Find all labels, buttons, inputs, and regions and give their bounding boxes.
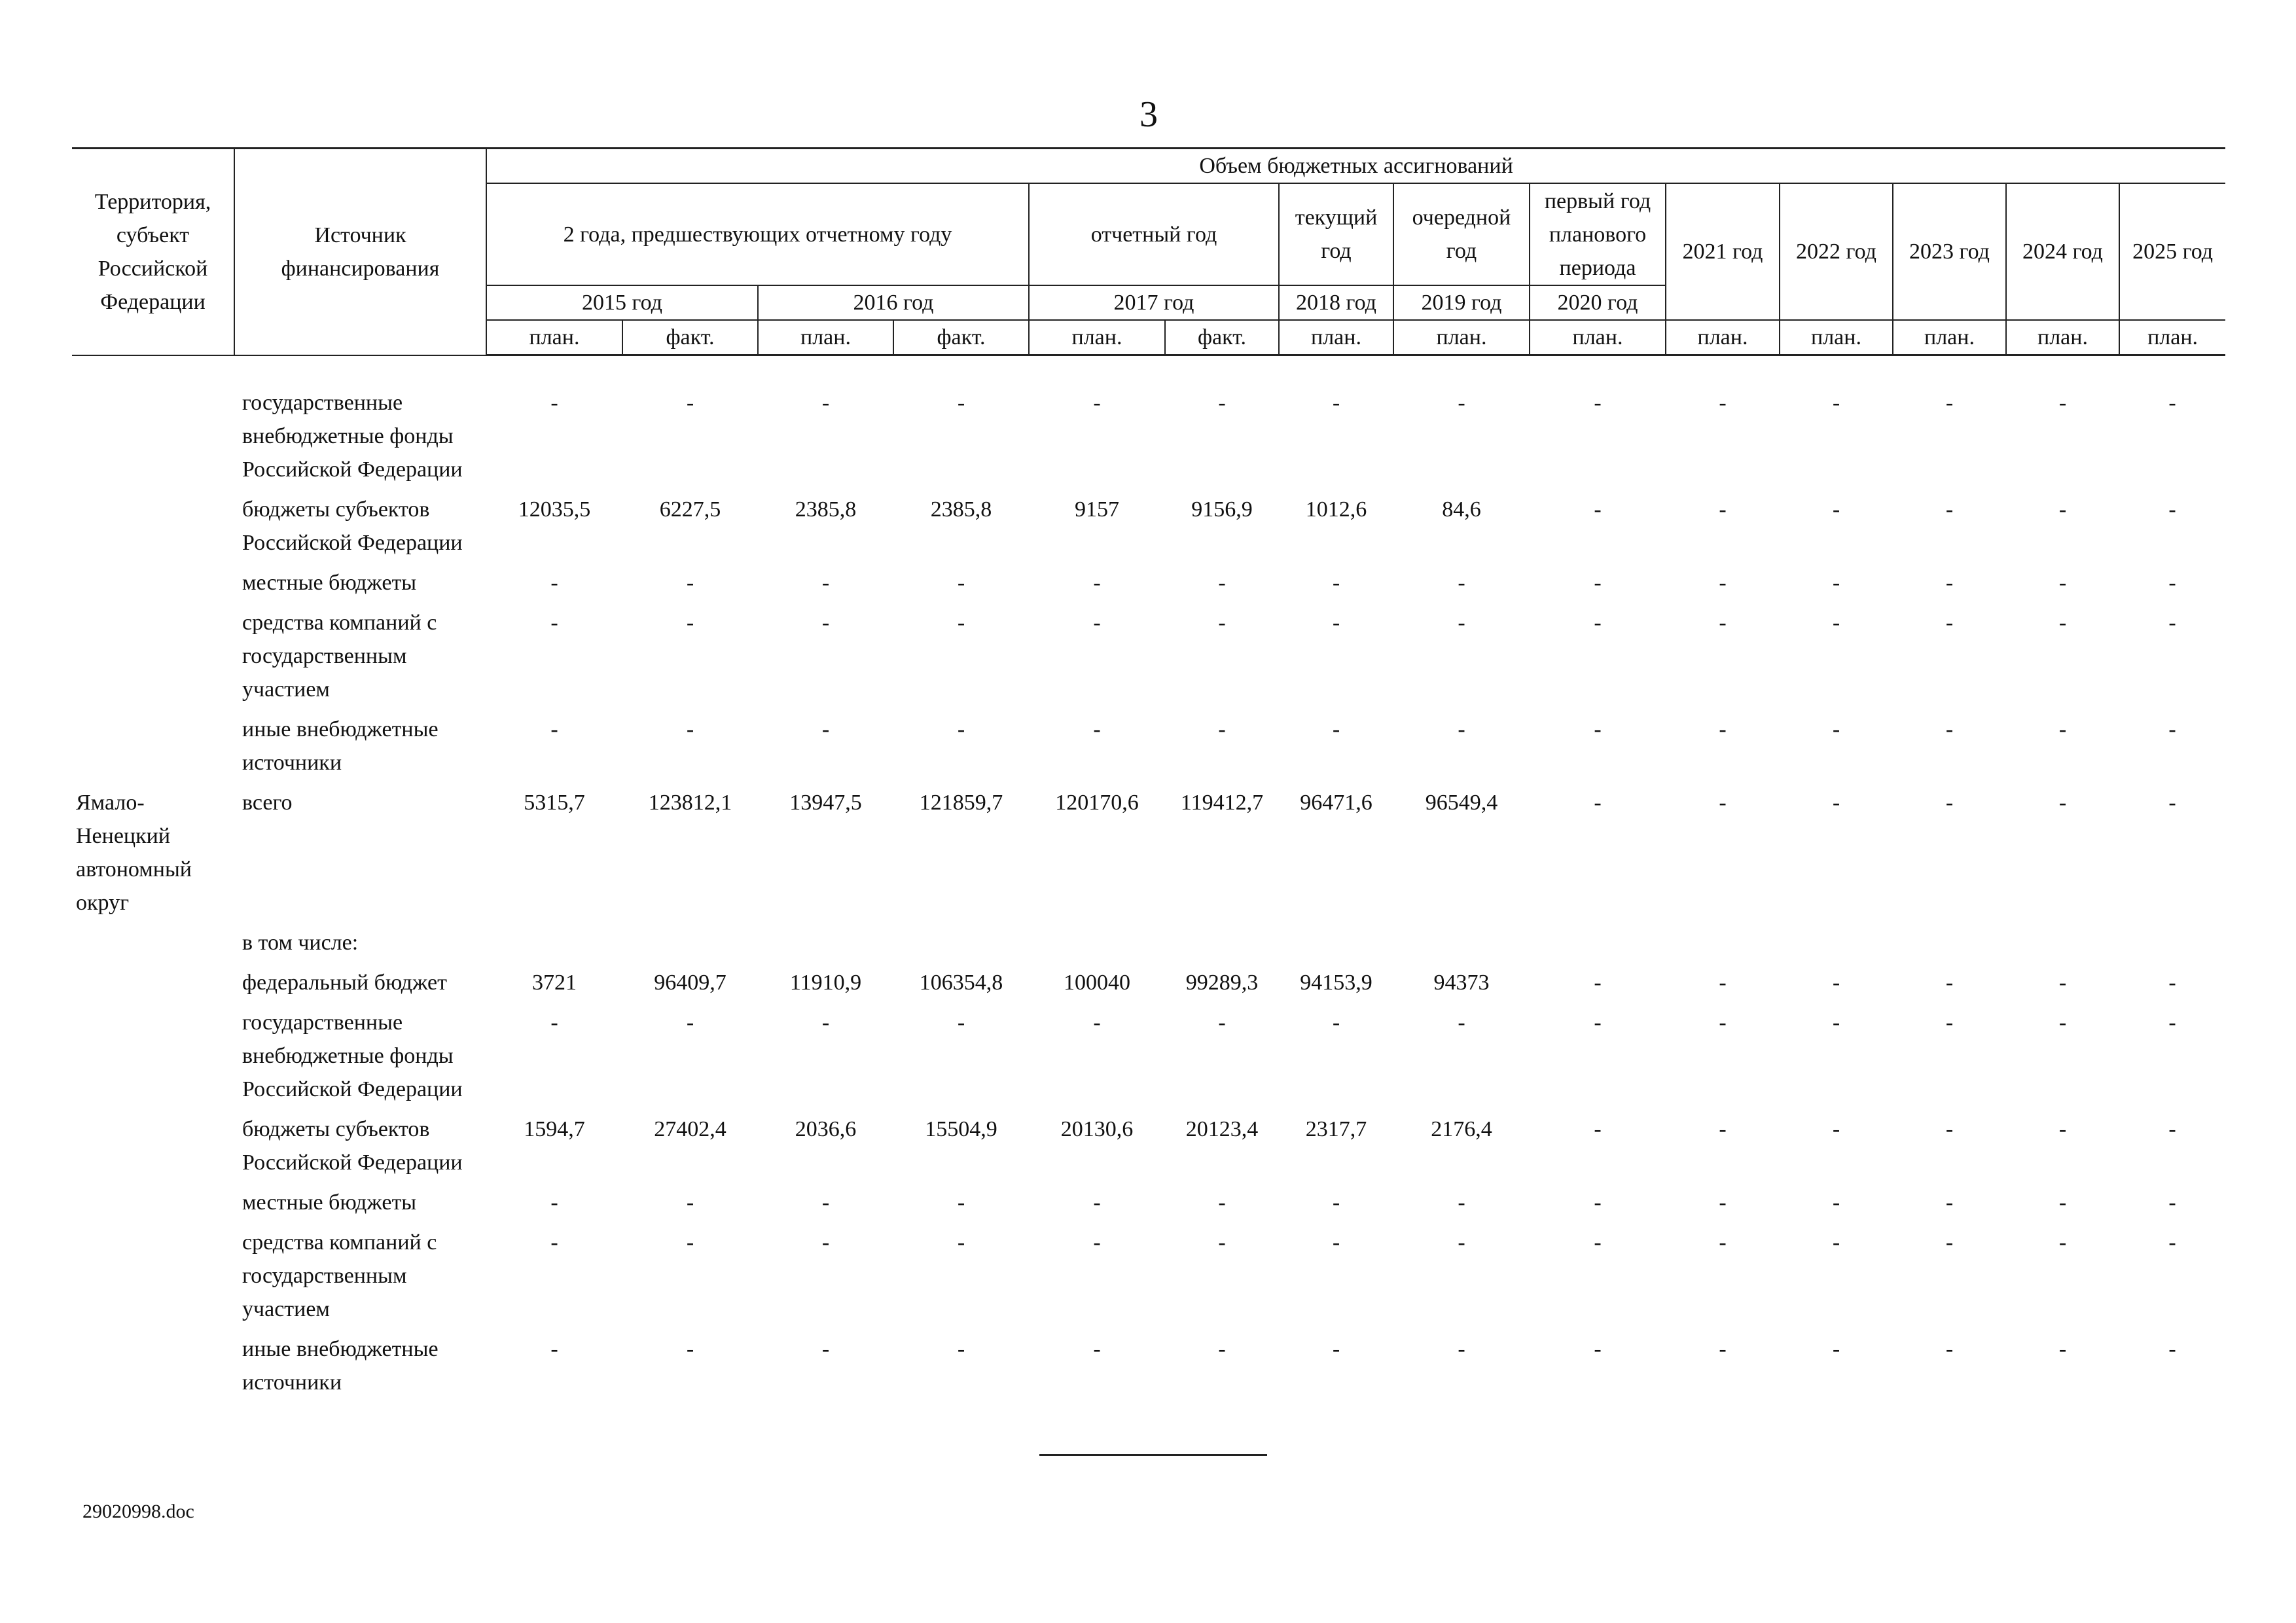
header-two-years: 2 года, предшествующих отчетному году (486, 183, 1029, 285)
value-cell: 11910,9 (789, 971, 862, 995)
value-cell: 99289,3 (1185, 971, 1259, 995)
value-cell: - (1093, 1190, 1101, 1215)
value-cell: - (1945, 611, 1954, 635)
value-cell: - (1594, 1230, 1602, 1255)
value-cell: - (550, 611, 558, 635)
value-cell: - (2058, 1010, 2067, 1035)
value-cell (1780, 926, 1893, 966)
value-cell: - (957, 1230, 965, 1255)
value-cell: 5315,7 (524, 791, 585, 815)
source-cell: иные внебюджетные источники (242, 1337, 439, 1395)
territory-cell (72, 1113, 234, 1186)
table-row (72, 606, 2225, 713)
value-cell: - (686, 1010, 694, 1035)
header-next-year: очередной год (1393, 183, 1530, 285)
value-cell: - (1594, 571, 1602, 595)
value-cell: 1012,6 (1305, 497, 1367, 522)
value-cell: - (1719, 717, 1727, 741)
value-cell (2119, 926, 2225, 966)
header-plan: план. (758, 320, 893, 355)
value-cell: - (686, 1190, 694, 1215)
value-cell: - (686, 717, 694, 741)
value-cell: 119412,7 (1180, 791, 1264, 815)
source-cell: бюджеты субъектов Российской Федерации (242, 497, 463, 555)
table-row (72, 926, 2225, 966)
value-cell: - (2168, 1010, 2176, 1035)
header-plan: план. (1029, 320, 1165, 355)
value-cell: - (1458, 1230, 1465, 1255)
header-2021: 2021 год (1666, 183, 1780, 320)
value-cell: - (1832, 571, 1840, 595)
territory-cell (72, 566, 234, 606)
value-cell: - (550, 571, 558, 595)
page-number: 3 (1139, 94, 1158, 135)
value-cell: - (1719, 1230, 1727, 1255)
territory-cell (72, 493, 234, 566)
header-first-planning-year: первый год планового периода (1530, 183, 1666, 285)
value-cell: - (2168, 971, 2176, 995)
value-cell: - (1832, 1190, 1840, 1215)
document-code: 29020998.doc (82, 1501, 194, 1522)
value-cell: 96549,4 (1425, 791, 1498, 815)
value-cell: - (821, 717, 830, 741)
value-cell: - (821, 1337, 830, 1361)
value-cell: - (821, 571, 830, 595)
value-cell: - (1832, 971, 1840, 995)
value-cell: - (1719, 391, 1727, 415)
value-cell: - (2058, 791, 2067, 815)
value-cell: - (1832, 1230, 1840, 1255)
value-cell: - (2168, 497, 2176, 522)
value-cell: 2036,6 (795, 1117, 857, 1141)
value-cell: - (686, 1230, 694, 1255)
table-row (72, 566, 2225, 606)
value-cell: 2385,8 (930, 497, 992, 522)
value-cell: - (1332, 1337, 1340, 1361)
value-cell: - (957, 611, 965, 635)
value-cell: - (1458, 1337, 1465, 1361)
value-cell: - (1093, 391, 1101, 415)
territory-cell (72, 1332, 234, 1406)
value-cell (486, 926, 622, 966)
value-cell (893, 926, 1029, 966)
value-cell (1165, 926, 1279, 966)
value-cell: - (1093, 1010, 1101, 1035)
value-cell: - (1332, 1230, 1340, 1255)
value-cell: - (1594, 497, 1602, 522)
value-cell: - (2058, 391, 2067, 415)
value-cell: - (1719, 1010, 1727, 1035)
value-cell (1029, 926, 1165, 966)
header-2025: 2025 год (2119, 183, 2225, 320)
value-cell: 2176,4 (1431, 1117, 1492, 1141)
header-plan: план. (2006, 320, 2119, 355)
header-plan: план. (2119, 320, 2225, 355)
value-cell: - (1218, 1230, 1226, 1255)
value-cell: - (1945, 1337, 1954, 1361)
table-row (72, 1332, 2225, 1406)
value-cell: - (957, 391, 965, 415)
value-cell: - (957, 1190, 965, 1215)
value-cell: - (1594, 391, 1602, 415)
value-cell (1666, 926, 1780, 966)
value-cell: - (1832, 391, 1840, 415)
value-cell: - (1594, 1010, 1602, 1035)
value-cell: - (1832, 1117, 1840, 1141)
value-cell: 6227,5 (659, 497, 721, 522)
value-cell: 9156,9 (1191, 497, 1253, 522)
value-cell: 2385,8 (795, 497, 857, 522)
value-cell: - (1332, 1190, 1340, 1215)
value-cell: 27402,4 (654, 1117, 726, 1141)
value-cell: 96471,6 (1300, 791, 1372, 815)
header-plan: план. (1893, 320, 2006, 355)
territory-cell (72, 926, 234, 966)
value-cell (1530, 926, 1666, 966)
value-cell: - (821, 1230, 830, 1255)
value-cell: 84,6 (1442, 497, 1481, 522)
territory-cell (72, 713, 234, 786)
header-current-year: текущий год (1279, 183, 1393, 285)
value-cell: - (1594, 717, 1602, 741)
value-cell: - (1218, 391, 1226, 415)
source-cell: бюджеты субъектов Российской Федерации (242, 1117, 463, 1175)
value-cell: - (1719, 497, 1727, 522)
table-row (72, 493, 2225, 566)
table-row (72, 1226, 2225, 1332)
value-cell: - (1093, 571, 1101, 595)
value-cell: - (1719, 1337, 1727, 1361)
source-cell: в том числе: (242, 931, 359, 955)
value-cell: - (1594, 611, 1602, 635)
value-cell: - (1945, 391, 1954, 415)
source-cell: средства компаний с государственным участием (242, 1230, 437, 1321)
value-cell: - (1218, 717, 1226, 741)
header-plan: план. (1393, 320, 1530, 355)
value-cell: - (1945, 791, 1954, 815)
territory-cell (72, 606, 234, 713)
header-2016: 2016 год (758, 285, 1029, 320)
table-row (72, 966, 2225, 1006)
value-cell: 123812,1 (648, 791, 732, 815)
value-cell: 94153,9 (1300, 971, 1372, 995)
value-cell: - (550, 1337, 558, 1361)
value-cell: - (2058, 971, 2067, 995)
value-cell: - (1719, 1190, 1727, 1215)
value-cell: - (1218, 1337, 1226, 1361)
value-cell: - (1594, 1117, 1602, 1141)
value-cell: - (1832, 717, 1840, 741)
value-cell: - (1458, 1010, 1465, 1035)
header-2022: 2022 год (1780, 183, 1893, 320)
value-cell: - (1719, 611, 1727, 635)
value-cell: - (1458, 391, 1465, 415)
separator-line (1039, 1454, 1267, 1456)
header-2015: 2015 год (486, 285, 758, 320)
header-territory: Территория, субъект Российской Федерации (72, 149, 234, 355)
value-cell: 20123,4 (1185, 1117, 1259, 1141)
value-cell: - (2058, 1190, 2067, 1215)
value-cell: - (1458, 1190, 1465, 1215)
value-cell: 1594,7 (524, 1117, 585, 1141)
value-cell: 100040 (1064, 971, 1130, 995)
header-2017: 2017 год (1029, 285, 1279, 320)
value-cell: - (686, 571, 694, 595)
value-cell (758, 926, 893, 966)
value-cell: 15504,9 (925, 1117, 997, 1141)
value-cell: - (550, 1230, 558, 1255)
value-cell: - (1832, 497, 1840, 522)
value-cell (2006, 926, 2119, 966)
header-volume: Объем бюджетных ассигнований (486, 149, 2225, 184)
value-cell: - (1093, 611, 1101, 635)
value-cell: 96409,7 (654, 971, 726, 995)
value-cell: - (1093, 1230, 1101, 1255)
value-cell: - (2058, 1230, 2067, 1255)
table-row (72, 713, 2225, 786)
territory-cell (72, 386, 234, 493)
value-cell: - (1218, 1010, 1226, 1035)
header-plan: план. (1530, 320, 1666, 355)
value-cell: - (686, 391, 694, 415)
header-fact: факт. (1165, 320, 1279, 355)
header-fact: факт. (893, 320, 1029, 355)
value-cell: - (1945, 1190, 1954, 1215)
value-cell: - (2168, 1230, 2176, 1255)
value-cell: 94373 (1433, 971, 1490, 995)
header-2023: 2023 год (1893, 183, 2006, 320)
value-cell (1893, 926, 2006, 966)
value-cell: - (2168, 717, 2176, 741)
value-cell: - (1594, 971, 1602, 995)
source-cell: средства компаний с государственным участием (242, 611, 437, 702)
value-cell: - (1832, 791, 1840, 815)
value-cell: - (1945, 1230, 1954, 1255)
value-cell: - (1945, 497, 1954, 522)
value-cell: - (1594, 791, 1602, 815)
header-plan: план. (486, 320, 622, 355)
value-cell: - (2058, 571, 2067, 595)
value-cell (1393, 926, 1530, 966)
header-2018: 2018 год (1279, 285, 1393, 320)
table-row (72, 1186, 2225, 1226)
table-row (72, 386, 2225, 493)
value-cell: - (550, 1190, 558, 1215)
value-cell: - (1832, 611, 1840, 635)
value-cell: - (957, 1337, 965, 1361)
value-cell: - (550, 717, 558, 741)
source-cell: местные бюджеты (242, 571, 417, 595)
source-cell: федеральный бюджет (242, 971, 447, 995)
territory-cell (72, 1226, 234, 1332)
value-cell: - (550, 1010, 558, 1035)
source-cell: всего (242, 791, 293, 815)
value-cell: - (1218, 611, 1226, 635)
value-cell: - (2168, 571, 2176, 595)
value-cell (1279, 926, 1393, 966)
value-cell: - (2058, 1337, 2067, 1361)
value-cell: 3721 (532, 971, 577, 995)
header-plan: план. (1780, 320, 1893, 355)
value-cell: - (1719, 1117, 1727, 1141)
value-cell: - (2058, 717, 2067, 741)
value-cell: - (821, 1010, 830, 1035)
value-cell: - (957, 1010, 965, 1035)
value-cell: - (1945, 971, 1954, 995)
value-cell: - (2168, 611, 2176, 635)
header-2019: 2019 год (1393, 285, 1530, 320)
value-cell: 9157 (1075, 497, 1119, 522)
value-cell: - (2058, 611, 2067, 635)
table-header (72, 149, 2225, 355)
value-cell: 121859,7 (919, 791, 1003, 815)
value-cell: - (1594, 1337, 1602, 1361)
value-cell: 12035,5 (518, 497, 591, 522)
value-cell: - (1332, 717, 1340, 741)
value-cell: - (957, 571, 965, 595)
value-cell: - (1945, 1010, 1954, 1035)
value-cell: - (1332, 611, 1340, 635)
source-cell: государственные внебюджетные фонды Российской Федерации (242, 1010, 463, 1101)
value-cell: - (1832, 1010, 1840, 1035)
value-cell: - (1332, 391, 1340, 415)
value-cell: 106354,8 (919, 971, 1003, 995)
header-2020: 2020 год (1530, 285, 1666, 320)
value-cell: - (2168, 1117, 2176, 1141)
table-row (72, 1113, 2225, 1186)
table-row (72, 1006, 2225, 1113)
value-cell: 20130,6 (1060, 1117, 1134, 1141)
header-plan: план. (1666, 320, 1780, 355)
value-cell: - (1093, 717, 1101, 741)
value-cell: 120170,6 (1055, 791, 1139, 815)
value-cell: - (1218, 1190, 1226, 1215)
territory-cell (72, 1006, 234, 1113)
value-cell: - (1945, 717, 1954, 741)
territory-cell (72, 966, 234, 1006)
value-cell: - (550, 391, 558, 415)
value-cell: - (1719, 791, 1727, 815)
value-cell: - (821, 391, 830, 415)
value-cell: - (2168, 1337, 2176, 1361)
value-cell: 13947,5 (789, 791, 862, 815)
value-cell: 2317,7 (1305, 1117, 1367, 1141)
value-cell: - (1332, 1010, 1340, 1035)
value-cell: - (2168, 1190, 2176, 1215)
value-cell: - (1458, 717, 1465, 741)
value-cell: - (1093, 1337, 1101, 1361)
value-cell: - (1332, 571, 1340, 595)
header-2024: 2024 год (2006, 183, 2119, 320)
header-reporting-year: отчетный год (1029, 183, 1279, 285)
source-cell: иные внебюджетные источники (242, 717, 439, 775)
value-cell: - (1719, 971, 1727, 995)
value-cell: - (2058, 1117, 2067, 1141)
territory-cell (72, 1186, 234, 1226)
value-cell: - (1218, 571, 1226, 595)
value-cell: - (1945, 571, 1954, 595)
value-cell: - (686, 611, 694, 635)
value-cell: - (957, 717, 965, 741)
value-cell: - (821, 611, 830, 635)
table-row (72, 786, 2225, 926)
value-cell: - (821, 1190, 830, 1215)
value-cell: - (1719, 571, 1727, 595)
value-cell: - (2168, 791, 2176, 815)
source-cell: местные бюджеты (242, 1190, 417, 1215)
value-cell: - (686, 1337, 694, 1361)
budget-allocations-table (72, 147, 2225, 1406)
header-fact: факт. (622, 320, 758, 355)
value-cell: - (1458, 611, 1465, 635)
header-plan: план. (1279, 320, 1393, 355)
territory-cell: Ямало-Ненецкий автономный округ (76, 791, 192, 915)
header-source: Источник финансирования (234, 149, 486, 355)
value-cell: - (1458, 571, 1465, 595)
source-cell: государственные внебюджетные фонды Российской Федерации (242, 391, 463, 482)
value-cell (622, 926, 758, 966)
value-cell: - (1945, 1117, 1954, 1141)
value-cell: - (1594, 1190, 1602, 1215)
table-spacer-row (72, 355, 2225, 387)
value-cell: - (1832, 1337, 1840, 1361)
value-cell: - (2058, 497, 2067, 522)
table-body (72, 355, 2225, 1406)
value-cell: - (2168, 391, 2176, 415)
